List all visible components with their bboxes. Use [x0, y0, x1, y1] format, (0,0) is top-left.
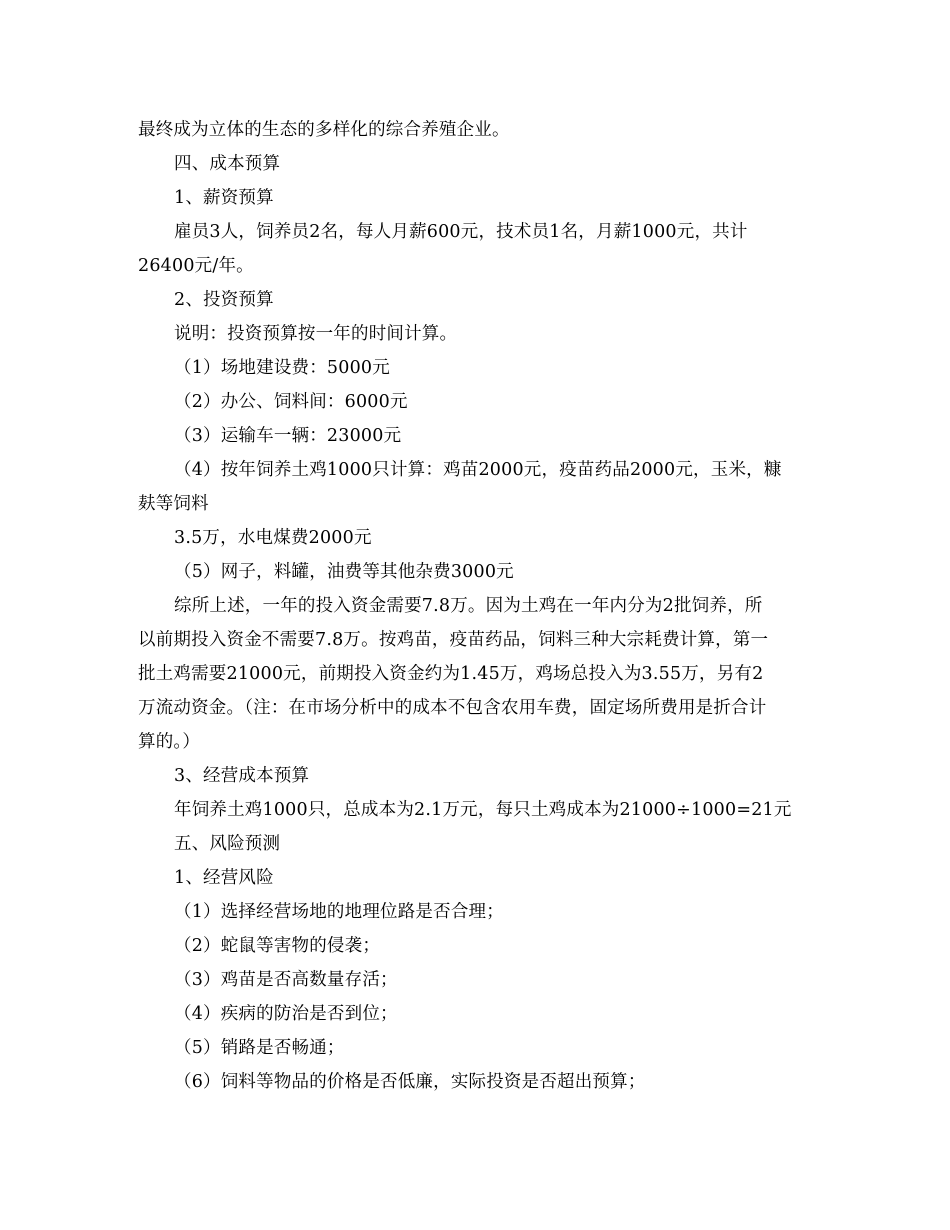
paragraph-line: 以前期投入资金不需要7.8万。按鸡苗，疫苗药品，饲料三种大宗耗费计算，第一	[138, 630, 769, 650]
list-item: （5）网子，料罐，油费等其他杂费3000元	[174, 562, 514, 582]
subsection-heading: 2、投资预算	[174, 290, 274, 310]
list-item: （6）饲料等物品的价格是否低廉，实际投资是否超出预算；	[174, 1072, 646, 1092]
list-item: （1）场地建设费：5000元	[174, 358, 390, 378]
section-heading: 五、风险预测	[174, 834, 281, 854]
list-item: （5）销路是否畅通；	[174, 1038, 345, 1058]
paragraph-line: 说明：投资预算按一年的时间计算。	[174, 324, 458, 344]
paragraph-line: 万流动资金。（注：在市场分析中的成本不包含农用车费，固定场所费用是折合计	[138, 698, 767, 718]
document-body	[138, 113, 814, 1099]
paragraph-line: 雇员3人，饲养员2名，每人月薪600元，技术员1名，月薪1000元，共计	[174, 222, 748, 242]
paragraph-line: 综所上述，一年的投入资金需要7.8万。因为土鸡在一年内分为2批饲养，所	[174, 596, 763, 616]
paragraph-line: 年饲养土鸡1000只，总成本为2.1万元，每只土鸡成本为21000÷1000=21元	[174, 800, 792, 820]
list-item: （3）鸡苗是否高数量存活；	[174, 970, 398, 990]
list-item: （3）运输车一辆：23000元	[174, 426, 402, 446]
section-heading: 四、成本预算	[174, 154, 281, 174]
paragraph-line: 批土鸡需要21000元，前期投入资金约为1.45万，鸡场总投入为3.55万，另有2	[138, 664, 764, 684]
list-item: （2）办公、饲料间：6000元	[174, 392, 408, 412]
list-item: （1）选择经营场地的地理位路是否合理；	[174, 902, 504, 922]
list-item: （4）疾病的防治是否到位；	[174, 1004, 398, 1024]
subsection-heading: 3、经营成本预算	[174, 766, 310, 786]
list-item: （2）蛇鼠等害物的侵袭；	[174, 936, 381, 956]
paragraph-line: 最终成为立体的生态的多样化的综合养殖企业。	[138, 120, 510, 140]
list-item: （4）按年饲养土鸡1000只计算：鸡苗2000元，疫苗药品2000元，玉米，糠	[174, 460, 782, 480]
subsection-heading: 1、经营风险	[174, 868, 274, 888]
subsection-heading: 1、薪资预算	[174, 188, 274, 208]
paragraph-line: 算的。）	[138, 732, 201, 752]
paragraph-line: 麸等饲料	[138, 494, 209, 514]
paragraph-line: 3.5万，水电煤费2000元	[174, 528, 372, 548]
paragraph-line: 26400元/年。	[138, 256, 254, 276]
